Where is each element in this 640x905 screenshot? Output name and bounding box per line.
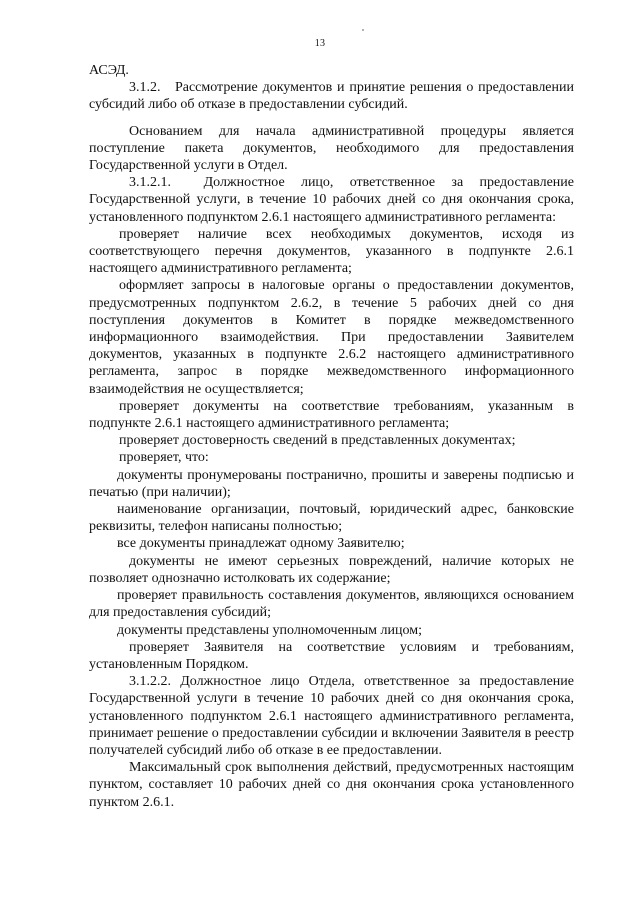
paragraph-gap (89, 114, 574, 123)
list-item-check-applicant: проверяет Заявителя на соответствие условиям и требованиям, установленным Порядком. (89, 639, 574, 672)
list-item-check-documents: проверяет наличие всех необходимых документов, исходя из соответствующего перечня документов, указанного в подпункте 2.6.1 настоящего административного регламента; (89, 226, 574, 277)
paragraph-3-1-2-1: 3.1.2.1. Должностное лицо, ответственное за предоставление Государственной услуги, в течение 10 рабочих дней со дня окончания срока, установленного подпунктом 2.6.1 настоящего административного регламента: (89, 175, 574, 225)
list-item-no-damage: документы не имеют серьезных повреждений, наличие которых не позволяет однозначно истолковать их содержание; (89, 553, 574, 586)
list-item-authorized-person: документы представлены уполномоченным лицом; (117, 622, 422, 638)
paragraph-basis: Основанием для начала административной процедуры является поступление пакета документов, необходимого для предоставления Государственной услуги в Отдел. (89, 123, 574, 174)
list-item-organization-details: наименование организации, почтовый, юридический адрес, банковские реквизиты, телефон написаны полностью; (89, 502, 574, 535)
list-item-numbered-pages: документы пронумерованы постранично, прошиты и заверены подписью и печатью (при наличии); (89, 467, 574, 500)
paragraph-3-1-2-2: 3.1.2.2. Должностное лицо Отдела, ответственное за предоставление Государственной услуги в течение 10 рабочих дней со дня окончания срока, установленного подпунктом 2.6.1 настоящего административного регламента, принимает решение о предоставлении субсидии и включении Заявителя в реестр получателей субсидий либо об отказе в ее предоставлении. (89, 674, 574, 758)
list-item-check-compliance: проверяет документы на соответствие требованиям, указанным в подпункте 2.6.1 настоящего административного регламента; (89, 398, 574, 432)
document-body (89, 62, 574, 811)
page-number: 13 (314, 38, 326, 49)
list-item-checks-that: проверяет, что: (119, 450, 209, 466)
list-item-tax-requests: оформляет запросы в налоговые органы о предоставлении документов, предусмотренных подпунктом 2.6.2, в течение 5 рабочих дней со дня поступления документов в Комитет в порядке межведомственного информационного взаимодействия. При предоставлении Заявителем документов, указанных в подпункте 2.6.2 настоящего административного регламента, запрос в порядке межведомственного информационного взаимодействия не осуществляется; (89, 278, 574, 397)
list-item-single-applicant: все документы принадлежат одному Заявителю; (117, 536, 405, 552)
list-item-correct-drafting: проверяет правильность составления документов, являющихся основанием для предоставления субсидий; (89, 588, 574, 621)
paragraph-max-term: Максимальный срок выполнения действий, предусмотренных настоящим пунктом, составляет 10 рабочих дней со дня окончания срока установленного пунктом 2.6.1. (89, 760, 574, 810)
scan-speck (362, 29, 364, 31)
section-heading-3-1-2: 3.1.2. Рассмотрение документов и принятие решения о предоставлении субсидий либо об отказе в предоставлении субсидий. (89, 80, 574, 113)
list-item-check-reliability: проверяет достоверность сведений в представленных документах; (119, 433, 516, 449)
paragraph-continuation: АСЭД. (89, 63, 129, 78)
